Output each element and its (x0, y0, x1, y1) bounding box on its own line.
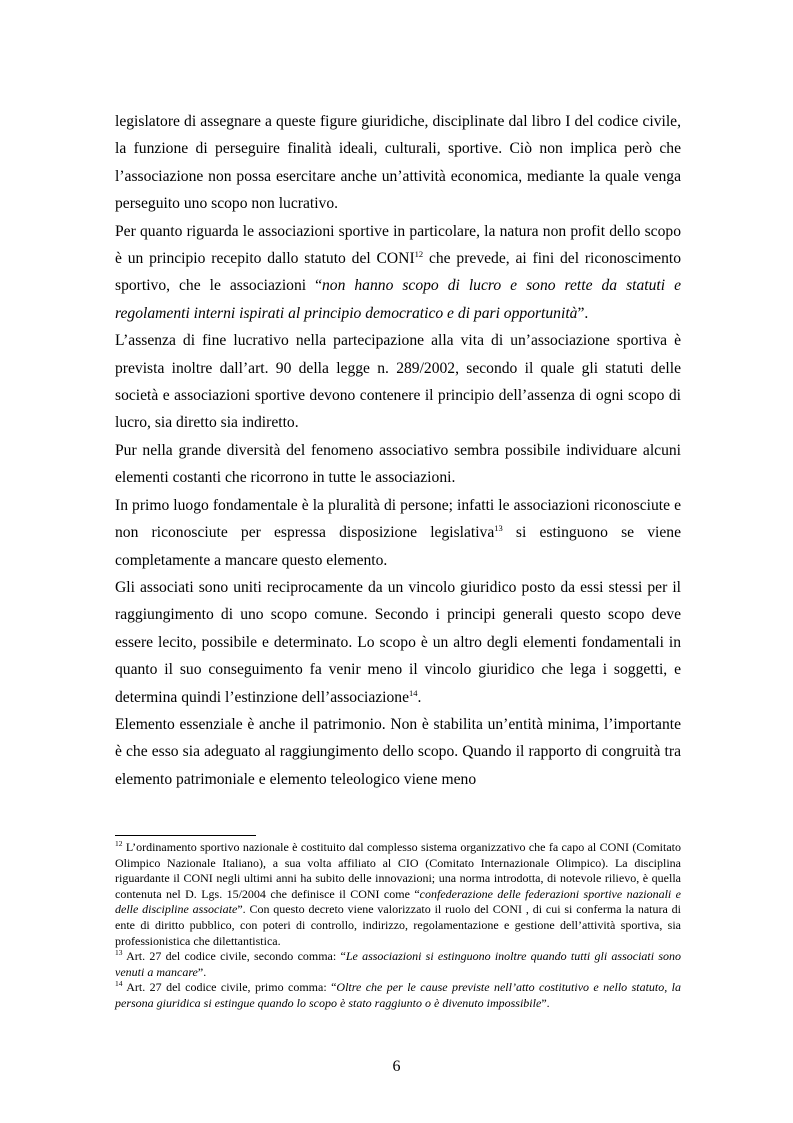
text-span: ”. (577, 304, 589, 322)
footnote-mark: 14 (115, 979, 123, 989)
footnote-mark: 12 (115, 839, 123, 848)
footnote-divider (115, 835, 256, 836)
text-span: che prevede, ai fini del riconoscimento sportivo, che le associazioni “ (115, 250, 681, 295)
text-span: ”. (197, 964, 207, 979)
body-text (115, 108, 681, 793)
text-span: si estinguono se viene completamente a mancare questo elemento. (115, 524, 681, 569)
paragraph (115, 574, 681, 711)
text-span: In primo luogo fondamentale è la pluralità di persone; infatti le associazioni riconosciute e non riconosciute per espressa disposizione legislativa (115, 496, 681, 542)
text-span: Per quanto riguarda le associazioni sportive in particolare, la natura non profit dello scopo è un principio recepito dallo statuto del CONI (115, 222, 681, 268)
footnote-14 (115, 980, 681, 1011)
text-span: . (417, 688, 422, 706)
footnote-mark: 13 (115, 948, 123, 958)
text-span: Gli associati sono uniti reciprocamente da un vincolo giuridico posto da essi stessi per il raggiungimento di uno scopo comune. Secondo i principi generali questo scopo deve essere lecito, possibile e determinato. Lo scopo è un altro degli elementi fondamentali in quanto il suo conseguimento fa venir meno il vincolo giuridico che lega i soggetti, e determina quindi l’estinzione dell’associazione (115, 578, 681, 706)
paragraph: legislatore di assegnare a queste figure giuridiche, disciplinate dal libro I del codice civile, la funzione di perseguire finalità ideali, culturali, sportive. Ciò non implica però che l’associazione non possa esercitare anche un’attività economica, mediante la quale venga perseguito uno scopo non lucrativo. (115, 113, 681, 213)
text-span: Art. 27 del codice civile, secondo comma: “ (122, 949, 346, 964)
text-span: ”. (541, 995, 550, 1010)
footnotes (115, 840, 681, 1012)
text-span: Art. 27 del codice civile, primo comma: “ (122, 980, 337, 995)
page-number: 6 (392, 1058, 401, 1075)
footnote-ref-12[interactable]: 12 (414, 248, 424, 259)
footnote-ref-13[interactable]: 13 (494, 522, 503, 533)
quoted-text: confederazione delle federazioni sportive nazionali e delle discipline associate (115, 886, 681, 917)
text-span: L’ordinamento sportivo nazionale è costituito dal complesso sistema organizzativo che fa capo al CONI (Comitato Olimpico Nazionale Italiano), a sua volta affiliato al CIO (Comitato Internazionale Olimpico). La disciplina riguardante il CONI negli ultimi anni ha subito delle innovazioni; una norma introdotta, di notevole rilievo, è quella contenuta nel D. Lgs. 15/2004 che definisce il CONI come “ (115, 840, 681, 901)
paragraph: Elemento essenziale è anche il patrimonio. Non è stabilita un’entità minima, l’importante è che esso sia adeguato al raggiungimento dello scopo. Quando il rapporto di congruità tra elemento patrimoniale e elemento teleologico viene meno (115, 715, 681, 788)
quoted-text: Le associazioni si estinguono inoltre quando tutti gli associati sono venuti a mancare (115, 949, 682, 979)
paragraph (115, 218, 681, 328)
footnote-12 (115, 840, 681, 949)
paragraph (115, 492, 681, 574)
text-span: ”. Con questo decreto viene valorizzato il ruolo del CONI , di cui si conferma la natura di ente di diritto pubblico, con poteri di controllo, indirizzo, regolamentazione e gestione dell’attività sportiva, sia professionistica che dilettantistica. (115, 902, 682, 948)
footnote-ref-14[interactable]: 14 (409, 687, 418, 698)
footnote-13 (115, 949, 681, 980)
paragraph: Pur nella grande diversità del fenomeno associativo sembra possibile individuare alcuni elementi costanti che ricorrono in tutte le associazioni. (115, 441, 681, 487)
quoted-text: Oltre che per le cause previste nell’atto costitutivo e nello statuto, la persona giuridica si estingue quando lo scopo è stato raggiunto o è divenuto impossibile (115, 980, 681, 1010)
quoted-text: non hanno scopo di lucro e sono rette da statuti e regolamenti interni ispirati al principio democratico e di pari opportunità (115, 277, 681, 322)
paragraph: L’assenza di fine lucrativo nella partecipazione alla vita di un’associazione sportiva è prevista inoltre dall’art. 90 della legge n. 289/2002, secondo il quale gli statuti delle società e associazioni sportive devono contenere il principio dell’assenza di ogni scopo di lucro, sia diretto sia indiretto. (115, 332, 681, 432)
